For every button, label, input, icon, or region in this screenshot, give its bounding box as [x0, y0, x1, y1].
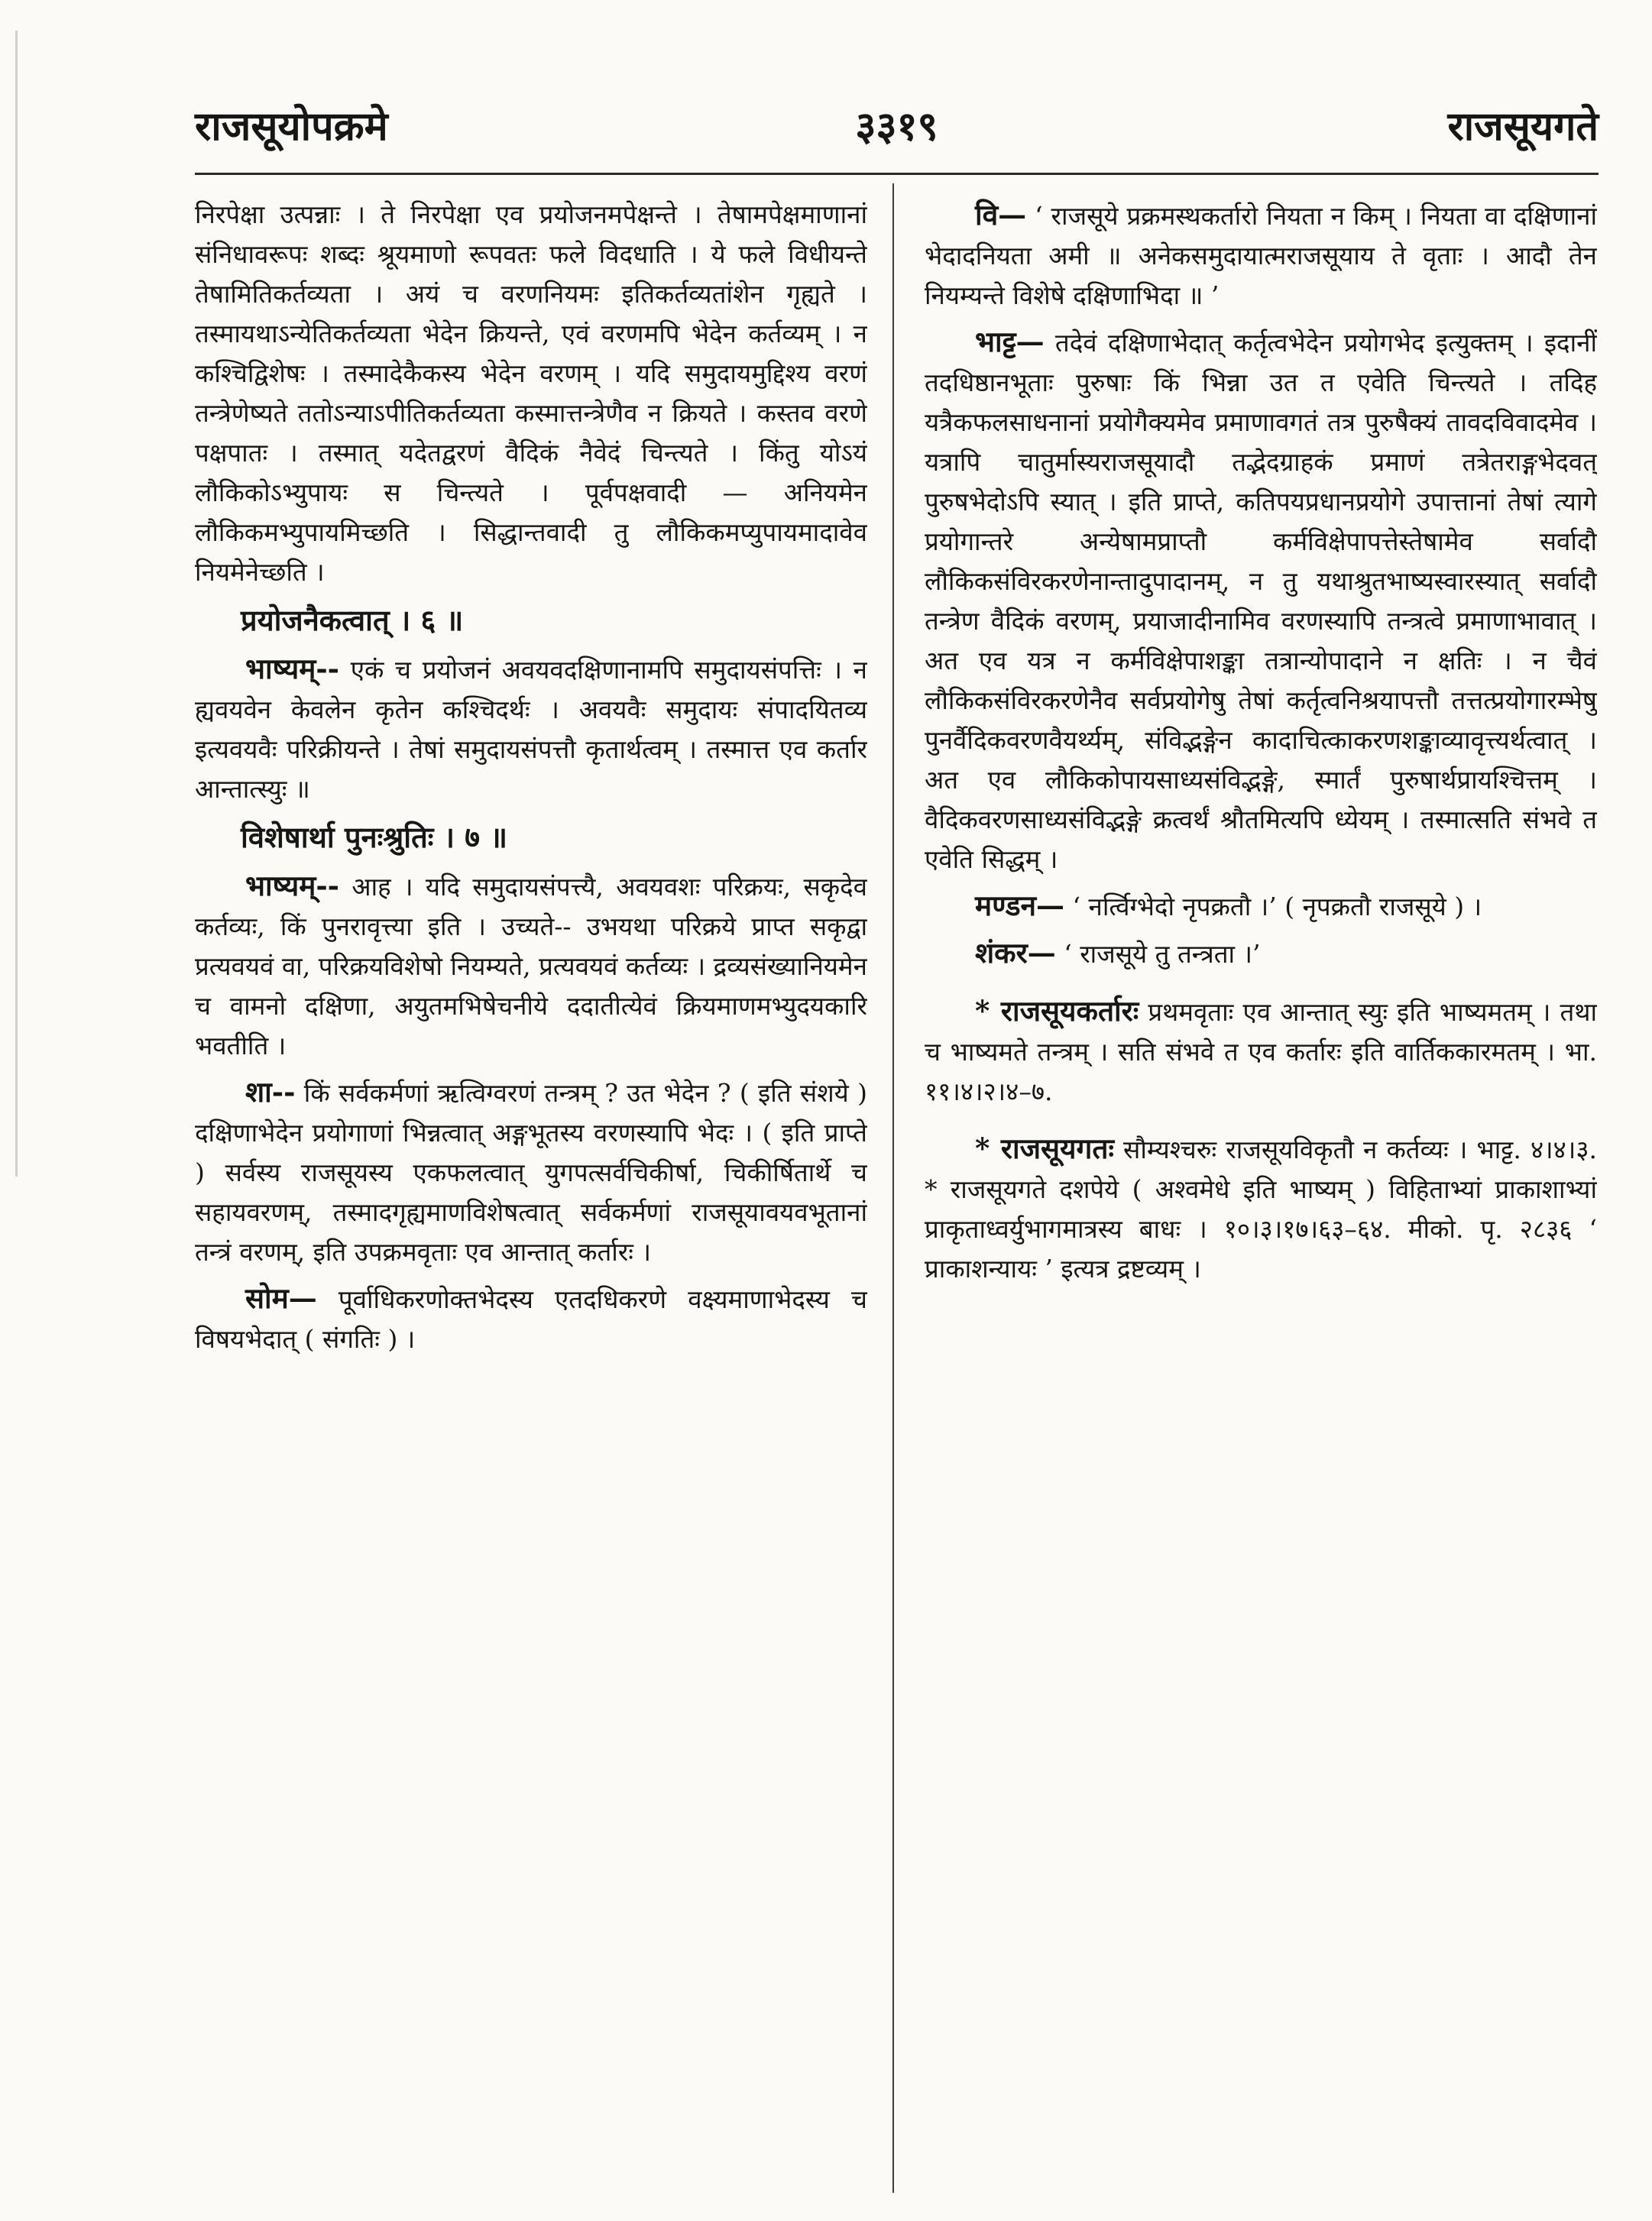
- note-paragraph: [925, 1128, 1597, 1289]
- shankara-paragraph: [925, 933, 1597, 974]
- bhashya-text: एकं च प्रयोजनं अवयवदक्षिणानामपि समुदायसंपत्तिः । न ह्यवयवेन केवलेन कृतेन कश्चिदर्थः । अवयवैः समुदायः संपादयितव्य इत्यवयवैः परिक्रीयन्ते । तेषां समुदायसंपत्तौ कृतार्थत्वम् । तस्मात्त एव कर्तार आन्तात्स्युः ॥: [195, 655, 867, 804]
- note-label: * राजसूयगतः: [975, 1132, 1114, 1165]
- sha-text: किं सर्वकर्मणां ऋत्विग्वरणं तन्त्रम् ? उत भेदेन ? ( इति संशये ) दक्षिणाभेदेन प्रयोगाणां भिन्नत्वात् अङ्गभूतस्य वरणस्यापि भेदः । ( इति प्राप्ते ) सर्वस्य राजसूयस्य एकफलत्वात् युगपत्सर्वचिकीर्षा, चिकीर्षितार्थे च सहायवरणम्, तस्मादगृह्यमाणविशेषत्वात् सर्वकर्मणां राजसूयावयवभूतानां तन्त्रं वरणम्, इति उपक्रमवृताः एव आन्तात् कर्तारः ।: [195, 1078, 867, 1267]
- soma-label: सोम—: [245, 1281, 317, 1315]
- shastradipika-paragraph: [195, 1072, 867, 1272]
- paragraph: निरपेक्षा उत्पन्नाः । ते निरपेक्षा एव प्रयोजनमपेक्षन्ते । तेषामपेक्षमाणानां संनिधावरूपः शब्दः श्रूयमाणो रूपवतः फले विदधाति । ये फले विधीयन्ते तेषामितिकर्तव्यता । अयं च वरणनियमः इतिकर्तव्यतांशेन गृह्यते । तस्मायथाऽन्येतिकर्तव्यता भेदेन क्रियन्ते, एवं वरणमपि भेदेन कर्तव्यम् । न कश्चिद्विशेषः । तस्मादेकैकस्य भेदेन वरणम् । यदि समुदायमुद्दिश्य वरणं तन्त्रेणेष्यते ततोऽन्याऽपीतिकर्तव्यता कस्मात्तन्त्रेणैव न क्रियते । कस्तव वरणे पक्षपातः । तस्मात् यदेतद्वरणं वैदिकं नैवेदं चिन्त्यते । किंतु योऽयं लौकिकोऽभ्युपायः स चिन्त्यते । पूर्वपक्षवादी — अनियमेन लौकिकमभ्युपायमिच्छति । सिद्धान्तवादी तु लौकिकमप्युपायमादावेव नियमेनेच्छति ।: [195, 199, 867, 587]
- bhashya-label: भाष्यम्--: [245, 652, 340, 685]
- note-label: * राजसूयकर्तारः: [975, 994, 1139, 1028]
- note-paragraph: [925, 991, 1597, 1112]
- shankara-label: शंकर—: [975, 936, 1056, 970]
- header-left-title: राजसूयोपक्रमे: [195, 103, 388, 150]
- header-right-title: राजसूयगते: [1447, 103, 1599, 150]
- scan-edge-mark: [15, 31, 18, 1177]
- sha-label: शा--: [245, 1075, 296, 1109]
- left-column: [195, 195, 867, 2197]
- bhashya-text: आह । यदि समुदायसंपत्त्यै, अवयवशः परिक्रयः, सकृदेव कर्तव्यः, किं पुनरावृत्त्या इति । उच्यते-- उभयथा परिक्रये प्राप्त सकृद्वा प्रत्यवयवं वा, परिक्रयविशेषो नियम्यते, प्रत्यवयवं कर्तव्यः । द्रव्यसंख्यानियमेन च वामनो दक्षिणा, अयुतमभिषेचनीये ददातीत्येवं क्रियमाणमभ्युदयकारि भवतीति ।: [195, 872, 867, 1060]
- vi-label: वि—: [975, 198, 1027, 231]
- bhashya-paragraph: [195, 866, 867, 1066]
- sutra-6: प्रयोजनैकत्वात् । ६ ॥: [241, 603, 464, 637]
- running-header: [195, 98, 1599, 167]
- column-divider: [892, 183, 894, 2193]
- soma-paragraph: [195, 1278, 867, 1359]
- mandana-text: ‘ नर्त्विग्भेदो नृपक्रतौ ।’ ( नृपक्रतौ राजसूये ) ।: [1064, 892, 1482, 921]
- vi-text: ‘ राजसूये प्रक्रमस्थकर्तारो नियता न किम् । नियता वा दक्षिणानां भेदादनियता अमी ॥ अनेकसमुदायात्मराजसूयाय ते वृताः । आदौ तेन नियम्यन्ते विशेषे दक्षिणाभिदा ॥ ’: [925, 201, 1597, 310]
- soma-text: पूर्वाधिकरणोक्तभेदस्य एतदधिकरणे वक्ष्यमाणाभेदस्य च विषयभेदात् ( संगतिः ) ।: [195, 1284, 867, 1354]
- bhashya-label: भाष्यम्--: [245, 869, 340, 902]
- bhashya-paragraph: [195, 649, 867, 809]
- right-column: [925, 195, 1597, 2197]
- bhatta-text: तदेवं दक्षिणाभेदात् कर्तृत्वभेदेन प्रयोगभेद इत्युक्तम् । इदानीं तदधिष्ठानभूताः पुरुषाः किं भिन्ना उत त एवेति चिन्त्यते । तदिह यत्रैकफलसाधनानां प्रयोगैक्यमेव प्रमाणावगतं तत्र पुरुषैक्यं तावदविवादमेव । यत्रापि चातुर्मास्यराजसूयादौ तद्भेदग्राहकं प्रमाणं तत्रेतराङ्गभेदवत् पुरुषभेदोऽपि स्यात् । इति प्राप्ते, कतिपयप्रधानप्रयोगे उपात्तानां तेषां त्यागे प्रयोगान्तरे अन्येषामप्राप्तौ कर्मविक्षेपापत्तेस्तेषामेव सर्वादौ लौकिकसंविरकरणेनान्तादुपादानम्, न तु यथाश्रुतभाष्यस्वारस्यात् सर्वादौ तन्त्रेण वैदिकं वरणम्, प्रयाजादीनामिव वरणस्यापि तन्त्रत्वे प्रमाणाभावात् । अत एव यत्र न कर्मविक्षेपाशङ्का तत्रान्योपादाने न क्षतिः । न चैवं लौकिकसंविरकरणेनैव सर्वप्रयोगेषु तेषां कर्तृत्वनिश्रयापत्तौ तत्तत्प्रयोगारम्भेषु पुनर्वैदिकवरणवैयर्थ्यम्, संविद्भङ्गेन कादाचित्काकरणशङ्काव्यावृत्त्यर्थत्वात् । अत एव लौकिकोपायसाध्यसंविद्भङ्गे, स्मार्तं पुरुषार्थप्रायश्चित्तम् । वैदिकवरणसाध्यसंविद्भङ्गे क्रत्वर्थं श्रौतमित्यपि ध्येयम् । तस्मात्सति संभवे त एवेति सिद्धम् ।: [925, 328, 1597, 874]
- note-text: सौम्यश्चरुः राजसूयविकृतौ न कर्तव्यः । भाट्ट. ४।४।३. * राजसूयगते दशपेये ( अश्वमेधे इति भाष्यम् ) विहिताभ्यां प्राकाशाभ्यां प्राकृताध्वर्युभागमात्रस्य बाधः । १०।३।१७।६३–६४. मीको. पृ. २८३६ ‘ प्राकाशन्यायः ’ इत्यत्र द्रष्टव्यम् ।: [925, 1135, 1597, 1284]
- note-text: प्रथमवृताः एव आन्तात् स्युः इति भाष्यमतम् । तथा च भाष्यमते तन्त्रम् । सति संभवे त एव कर्तारः इति वार्तिककारमतम् । भा. ११।४।२।४–७.: [925, 997, 1597, 1106]
- bhatta-label: भाट्ट—: [975, 325, 1045, 358]
- shankara-text: ‘ राजसूये तु तन्त्रता ।’: [1055, 939, 1261, 969]
- sutra-7: विशेषार्था पुनःश्रुतिः । ७ ॥: [241, 820, 508, 854]
- mandana-label: मण्डन—: [975, 889, 1065, 922]
- mandana-paragraph: [925, 885, 1597, 927]
- bhatta-paragraph: [925, 322, 1597, 879]
- vi-paragraph: [925, 195, 1597, 316]
- page-number: ३३१९: [855, 103, 938, 150]
- header-rule: [195, 173, 1599, 175]
